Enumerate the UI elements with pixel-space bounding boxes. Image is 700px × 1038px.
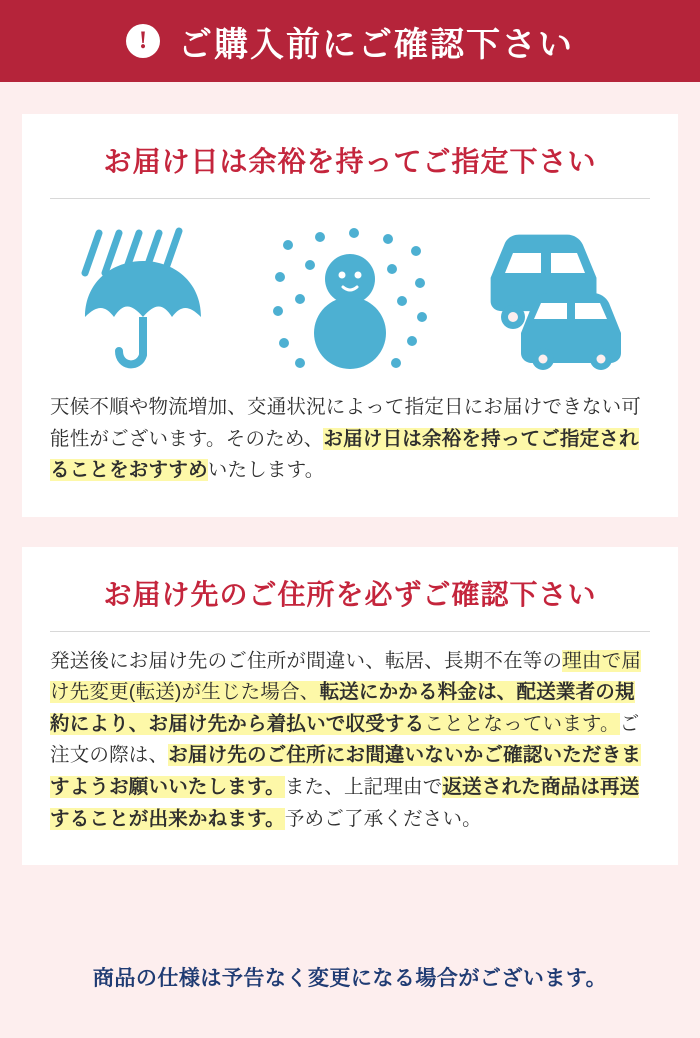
text-segment: 天候不順や物流増加、交通状況によって指定日にお届けでき: [50, 396, 582, 418]
traffic-cars-icon: [473, 225, 623, 370]
header-banner: [0, 0, 700, 82]
text-segment-highlight: 出来かねます。: [148, 807, 285, 830]
umbrella-rain-icon: [77, 225, 227, 370]
footer-note: 商品の仕様は予告なく変更になる場合がございます。: [92, 967, 608, 990]
delivery-date-card: [22, 114, 678, 517]
text-segment-highlight: 転送にかかる料金: [319, 681, 478, 704]
exclamation-icon: !: [126, 24, 160, 58]
text-segment-highlight: 理由で届け先変更(転送)が生じた場合、: [50, 649, 642, 704]
delivery-address-card: [22, 547, 678, 865]
text-segment-highlight: は、配送業者の規約により、お届け先から着払いで収受する: [50, 681, 635, 735]
text-segment-highlight: お届け先のご住所に: [168, 744, 346, 767]
delivery-address-body: [50, 632, 650, 835]
text-segment: いたします。: [207, 459, 325, 482]
text-segment-highlight: お届け日は余裕を: [323, 427, 482, 450]
card-title-delivery-date: お届け日は余裕を持ってご指定下さい: [50, 140, 650, 199]
text-segment: 予めご了承ください。: [284, 807, 482, 830]
page-title: ご購入前にご確認下さい: [178, 25, 574, 64]
weather-icon-row: [50, 199, 650, 392]
text-segment: ご注文の際は、: [50, 712, 640, 767]
text-segment-highlight: こととなっています。: [424, 712, 620, 735]
delivery-date-body: [50, 392, 650, 487]
snowman-icon: [270, 225, 430, 370]
text-segment-highlight: 返送された商品は再送することが: [50, 776, 640, 830]
text-segment-highlight: お間違いないかご確認いただきますようお願いいたします。: [50, 744, 642, 799]
card-title-delivery-address: お届け先のご住所を必ずご確認下さい: [50, 573, 650, 632]
text-segment-highlight: 持ってご指定されることをおすすめ: [50, 427, 639, 482]
text-segment: ない可能性がございます。そのため、: [50, 396, 642, 450]
text-segment: また、上記理由で: [284, 776, 443, 799]
text-segment: 発送後にお届け先のご住所が間違い、転居、長期不在等の: [50, 649, 563, 672]
